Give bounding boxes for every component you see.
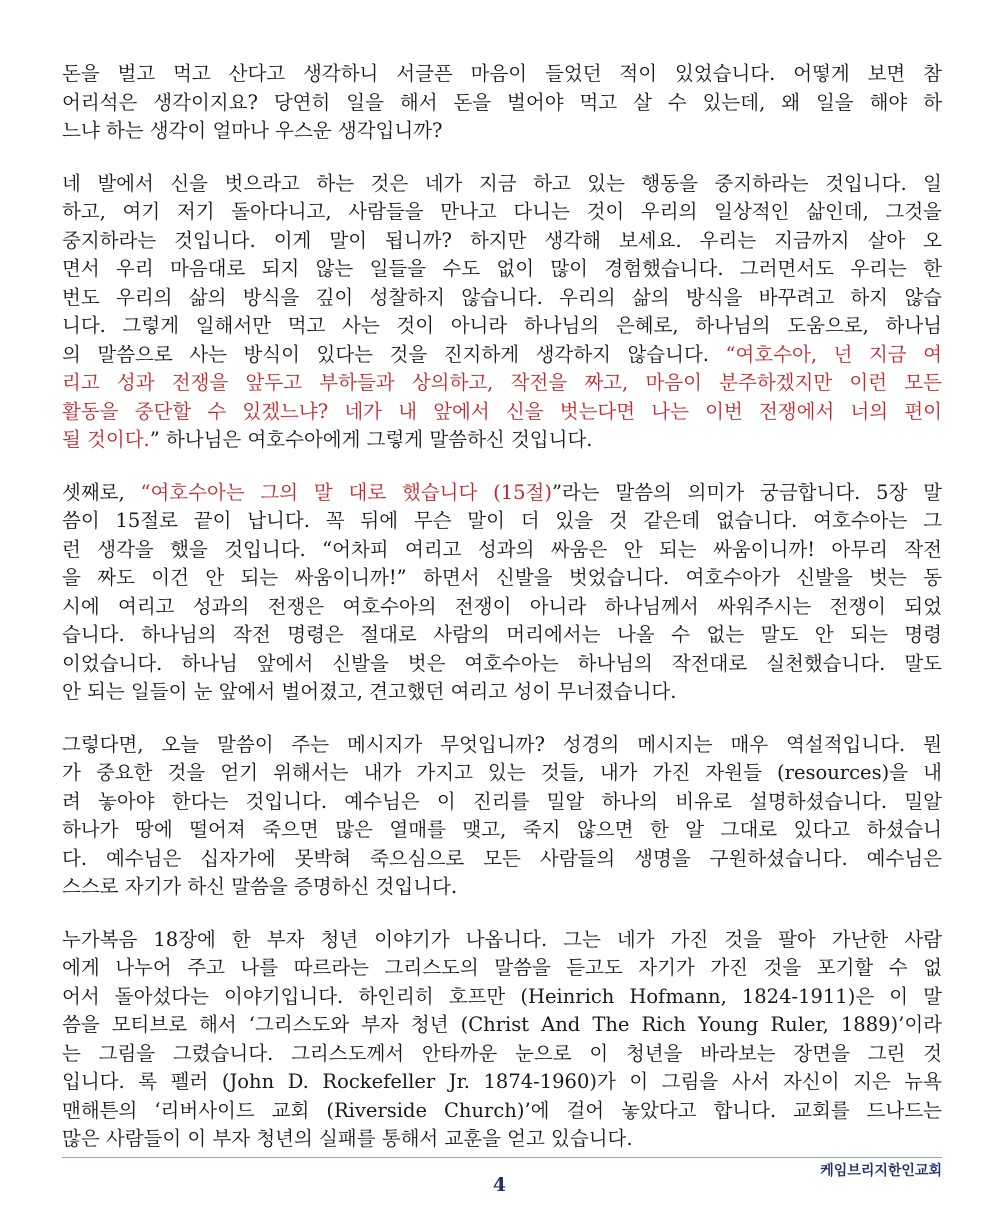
text-line [62, 1040, 942, 1069]
text-line [62, 845, 942, 874]
body-text-run: 안 되는 일들이 눈 앞에서 벌어졌고, 견고했던 여리고 성이 무너졌습니다. [62, 680, 677, 703]
text-line [62, 731, 942, 760]
body-text-run: 에게 나누어 주고 나를 따르라는 그리스도의 말씀을 듣고도 자기가 가진 것을 포기할 수 없 [62, 956, 942, 979]
body-text-run: 니다. 그렇게 일해서만 먹고 사는 것이 아니라 하나님의 은혜로, 하나님의 도움으로, 하나님 [62, 314, 942, 337]
text-line [62, 678, 942, 707]
text-line [62, 536, 942, 565]
text-line [62, 1125, 942, 1154]
body-text-run: 이었습니다. 하나님 앞에서 신발을 벗은 여호수아는 하나님의 작전대로 실천했습니다. 말도 [62, 651, 942, 675]
text-line [62, 89, 942, 118]
text-line [62, 398, 942, 427]
body-text-run: 맨해튼의 ‘리버사이드 교회 (Riverside Church)’에 걸어 놓았다고 합니다. 교회를 드나드는 [62, 1098, 942, 1122]
text-line [62, 816, 942, 845]
paragraph [62, 170, 942, 455]
body-text-run: 의 말씀으로 사는 방식이 있다는 것을 진지하게 생각하지 않습니다. [62, 342, 726, 366]
body-text-run: 런 생각을 했을 것입니다. “어차피 여리고 성과의 싸움은 안 되는 싸움이니까! 아무리 작전 [62, 537, 942, 561]
body-text-run: 그렇다면, 오늘 말씀이 주는 메시지가 무엇입니까? 성경의 메시지는 매우 역설적입니다. 뭔 [62, 732, 942, 756]
body-text-run: 려 놓아야 한다는 것입니다. 예수님은 이 진리를 밀알 하나의 비유로 설명하셨습니다. 밀알 [62, 789, 942, 813]
text-line [62, 170, 942, 199]
text-line [62, 621, 942, 650]
text-line [62, 788, 942, 817]
text-line [62, 60, 942, 89]
text-line [62, 227, 942, 256]
paragraph [62, 479, 942, 707]
body-text-run: 돈을 벌고 먹고 산다고 생각하니 서글픈 마음이 들었던 적이 있었습니다. 어떻게 보면 참 [62, 62, 942, 85]
body-text-run: 누가복음 18장에 한 부자 청년 이야기가 나옵니다. 그는 네가 가진 것을 팔아 가난한 사람 [62, 927, 942, 951]
body-text-run: 습니다. 하나님의 작전 명령은 절대로 사람의 머리에서는 나올 수 없는 말도 안 되는 명령 [62, 623, 942, 646]
text-line [62, 312, 942, 341]
paragraph [62, 60, 942, 146]
text-line [62, 759, 942, 788]
body-text-run: 가 중요한 것을 얻기 위해서는 내가 가지고 있는 것들, 내가 가진 자원들 (resources)을 내 [62, 761, 942, 784]
body-text-run: 스스로 자기가 하신 말씀을 증명하신 것입니다. [62, 875, 458, 898]
body-text-run: 시에 여리고 성과의 전쟁은 여호수아의 전쟁이 아니라 하나님께서 싸워주시는 전쟁이 되었 [62, 594, 942, 618]
quote-text: 리고 성과 전쟁을 앞두고 부하들과 상의하고, 작전을 짜고, 마음이 분주하겠지만 이런 모든 [62, 371, 942, 394]
body-text-run: 씀이 15절로 끝이 납니다. 꼭 뒤에 무슨 말이 더 있을 것 같은데 없습니다. 여호수아는 그 [62, 509, 942, 532]
body-text-run: 셋째로, [62, 480, 141, 504]
text-line [62, 593, 942, 622]
paragraph [62, 731, 942, 902]
text-line [62, 255, 942, 284]
text-line [62, 873, 942, 902]
text-line [62, 564, 942, 593]
body-text-run: 번도 우리의 삶의 방식을 깊이 성찰하지 않습니다. 우리의 삶의 방식을 바꾸려고 하지 않습 [62, 285, 942, 309]
body-text-run: 하나가 땅에 떨어져 죽으면 많은 열매를 맺고, 죽지 않으면 한 알 그대로 있다고 하셨습니 [62, 818, 942, 841]
body-text-run: ”라는 말씀의 의미가 궁금합니다. 5장 말 [551, 480, 943, 504]
body-text [62, 60, 942, 1178]
body-text-run: 하고, 여기 저기 돌아다니고, 사람들을 만나고 다니는 것이 우리의 일상적인 삶인데, 그것을 [62, 200, 942, 223]
text-line [62, 479, 942, 508]
church-name: 케임브리지한인교회 [820, 1163, 942, 1179]
body-text-run: 많은 사람들이 이 부자 청년의 실패를 통해서 교훈을 얻고 있습니다. [62, 1127, 633, 1150]
text-line [62, 983, 942, 1012]
text-line [62, 1097, 942, 1126]
body-text-run: 다. 예수님은 십자가에 못박혀 죽으심으로 모든 사람들의 생명을 구원하셨습니다. 예수님은 [62, 846, 942, 870]
body-text-run: 을 짜도 이건 안 되는 싸움이니까!” 하면서 신발을 벗었습니다. 여호수아가 신발을 벗는 동 [62, 566, 942, 589]
text-line [62, 117, 942, 146]
text-line [62, 650, 942, 679]
text-line [62, 954, 942, 983]
text-line [62, 1068, 942, 1097]
body-text-run: 씀을 모티브로 해서 ‘그리스도와 부자 청년 (Christ And The Rich Young Ruler, 1889)’이라 [62, 1013, 942, 1036]
text-line [62, 284, 942, 313]
text-line [62, 341, 942, 370]
body-text-run: 네 발에서 신을 벗으라고 하는 것은 네가 지금 하고 있는 행동을 중지하라는 것입니다. 일 [62, 171, 942, 195]
quote-text: 될 것이다. [62, 428, 150, 451]
page-number: 4 [492, 1174, 507, 1196]
quote-text: “여호수아는 그의 말 대로 했습니다 (15절) [140, 480, 552, 504]
quote-text: 활동을 중단할 수 있겠느냐? 네가 내 앞에서 신을 벗는다면 나는 이번 전쟁에서 너의 편이 [62, 399, 942, 423]
text-line [62, 926, 942, 955]
body-text-run: 어리석은 생각이지요? 당연히 일을 해서 돈을 벌어야 먹고 살 수 있는데, 왜 일을 해야 하 [62, 90, 942, 114]
body-text-run: 느냐 하는 생각이 얼마나 우스운 생각입니까? [62, 119, 443, 142]
body-text-run: 어서 돌아섰다는 이야기입니다. 하인리히 호프만 (Heinrich Hofmann, 1824-1911)은 이 말 [62, 984, 942, 1008]
body-text-run: 면서 우리 마음대로 되지 않는 일들을 수도 없이 많이 경험했습니다. 그러면서도 우리는 한 [62, 257, 942, 280]
body-text-run: ” 하나님은 여호수아에게 그렇게 말씀하신 것입니다. [149, 428, 593, 451]
text-line [62, 1011, 942, 1040]
text-line [62, 507, 942, 536]
paragraph [62, 926, 942, 1154]
body-text-run: 입니다. 록 펠러 (John D. Rockefeller Jr. 1874-1960)가 이 그림을 사서 자신이 지은 뉴욕 [62, 1070, 942, 1093]
footer-divider [62, 1157, 942, 1158]
text-line [62, 426, 942, 455]
body-text-run: 중지하라는 것입니다. 이게 말이 됩니까? 하지만 생각해 보세요. 우리는 지금까지 살아 오 [62, 228, 942, 252]
text-line [62, 369, 942, 398]
text-line [62, 198, 942, 227]
body-text-run: 는 그림을 그렸습니다. 그리스도께서 안타까운 눈으로 이 청년을 바라보는 장면을 그린 것 [62, 1041, 942, 1065]
quote-text: “여호수아, 넌 지금 여 [725, 342, 942, 366]
